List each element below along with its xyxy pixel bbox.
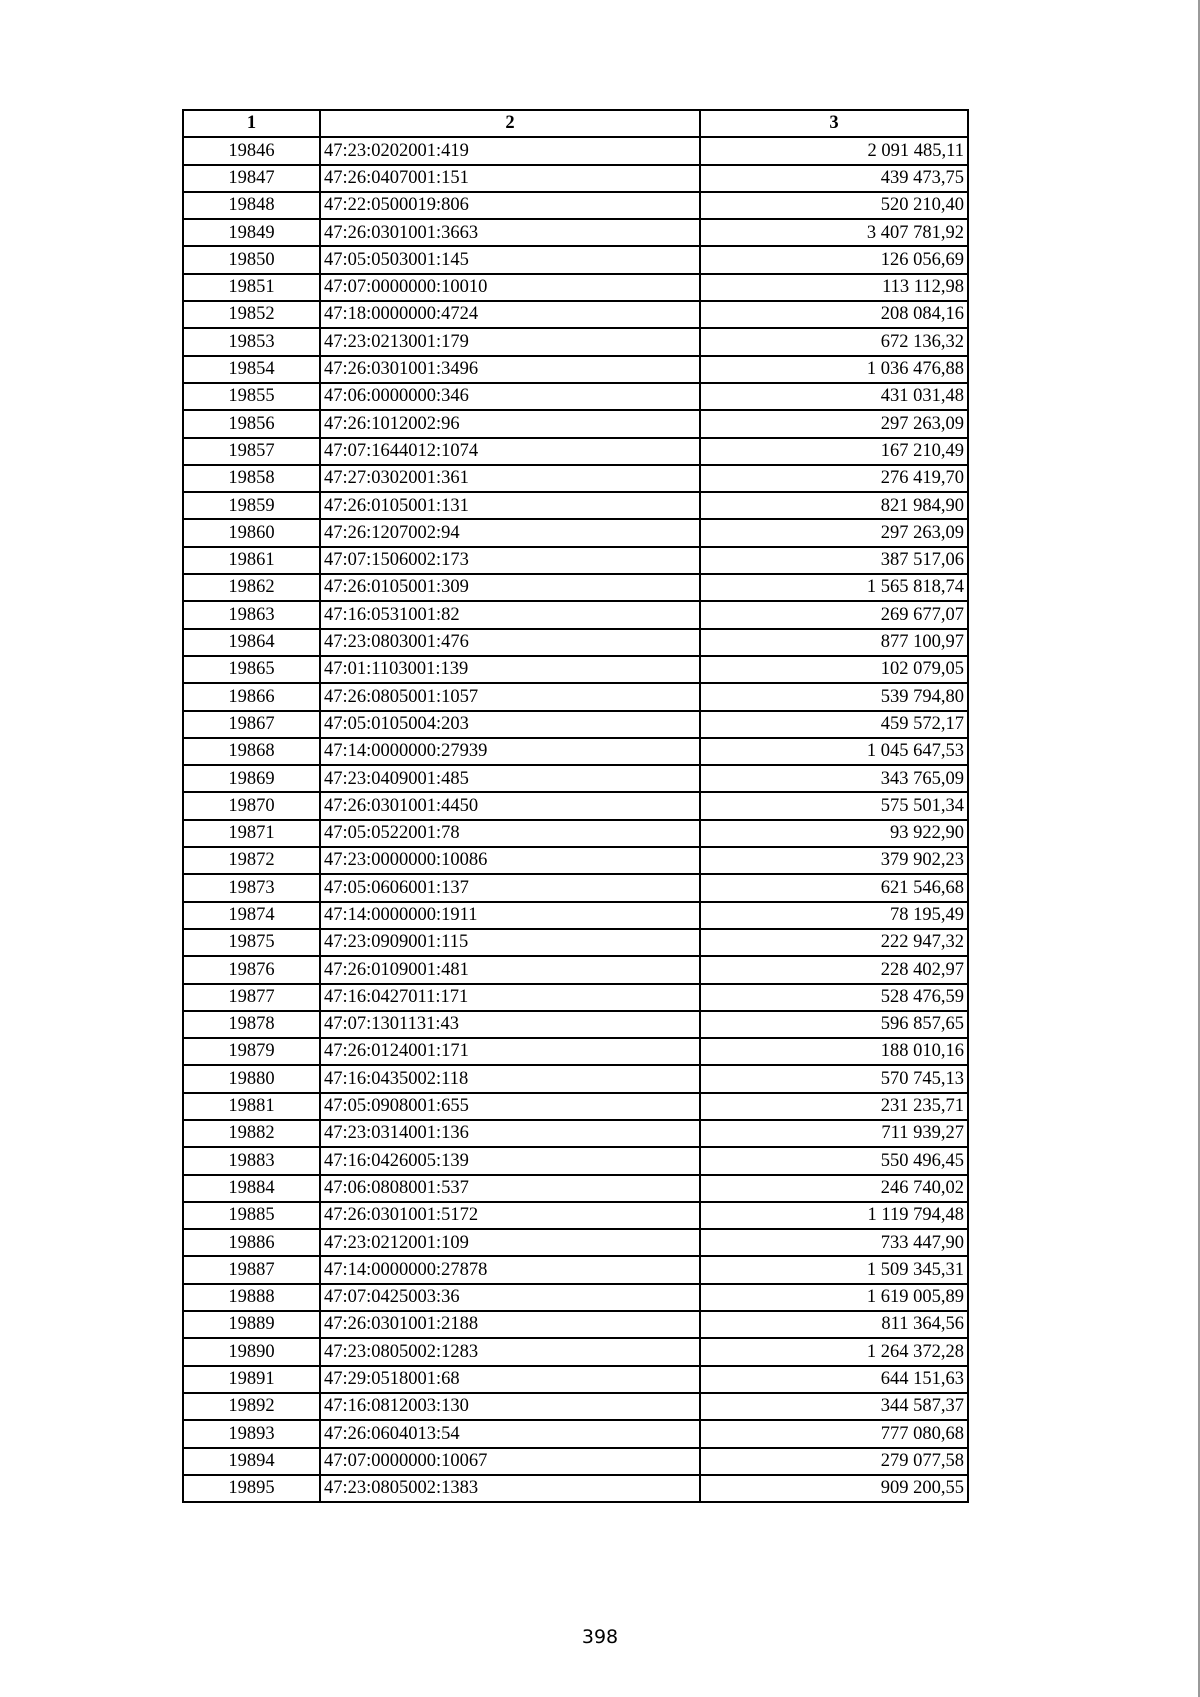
- cadastral-number-cell: 47:26:0805001:1057: [320, 683, 700, 710]
- value-cell: 575 501,34: [700, 792, 968, 819]
- cadastral-number-cell: 47:14:0000000:27878: [320, 1256, 700, 1283]
- table-row: [183, 1256, 968, 1283]
- row-number-cell: 19877: [183, 984, 320, 1011]
- cadastral-number-cell: 47:16:0435002:118: [320, 1065, 700, 1092]
- cadastral-number-cell: 47:23:0909001:115: [320, 929, 700, 956]
- row-number-cell: 19882: [183, 1120, 320, 1147]
- row-number-cell: 19888: [183, 1284, 320, 1311]
- row-number-cell: 19881: [183, 1093, 320, 1120]
- value-cell: 621 546,68: [700, 874, 968, 901]
- cadastral-number-cell: 47:26:0124001:171: [320, 1038, 700, 1065]
- cadastral-number-cell: 47:05:0503001:145: [320, 246, 700, 273]
- table-row: [183, 1011, 968, 1038]
- row-number-cell: 19889: [183, 1311, 320, 1338]
- value-cell: 222 947,32: [700, 929, 968, 956]
- cadastral-number-cell: 47:16:0531001:82: [320, 601, 700, 628]
- table-row: [183, 1284, 968, 1311]
- cadastral-number-cell: 47:05:0908001:655: [320, 1093, 700, 1120]
- table-row: [183, 1338, 968, 1365]
- table-header-row: [183, 110, 968, 137]
- cadastral-number-cell: 47:26:0301001:2188: [320, 1311, 700, 1338]
- row-number-cell: 19890: [183, 1338, 320, 1365]
- row-number-cell: 19872: [183, 847, 320, 874]
- cadastral-number-cell: 47:06:0000000:346: [320, 383, 700, 410]
- table-row: [183, 383, 968, 410]
- value-cell: 126 056,69: [700, 246, 968, 273]
- table-row: [183, 219, 968, 246]
- table-row: [183, 847, 968, 874]
- cadastral-number-cell: 47:07:1506002:173: [320, 547, 700, 574]
- table-row: [183, 984, 968, 1011]
- table-row: [183, 1393, 968, 1420]
- row-number-cell: 19886: [183, 1229, 320, 1256]
- table-row: [183, 929, 968, 956]
- cadastral-number-cell: 47:07:1644012:1074: [320, 438, 700, 465]
- cadastral-number-cell: 47:05:0522001:78: [320, 820, 700, 847]
- value-cell: 811 364,56: [700, 1311, 968, 1338]
- table-row: [183, 1229, 968, 1256]
- row-number-cell: 19866: [183, 683, 320, 710]
- value-cell: 279 077,58: [700, 1448, 968, 1475]
- cadastral-number-cell: 47:26:0301001:3496: [320, 356, 700, 383]
- value-cell: 644 151,63: [700, 1366, 968, 1393]
- row-number-cell: 19873: [183, 874, 320, 901]
- table-row: [183, 246, 968, 273]
- table-row: [183, 902, 968, 929]
- value-cell: 188 010,16: [700, 1038, 968, 1065]
- table-row: [183, 1093, 968, 1120]
- row-number-cell: 19850: [183, 246, 320, 273]
- table-row: [183, 274, 968, 301]
- table-row: [183, 1065, 968, 1092]
- table-row: [183, 1175, 968, 1202]
- value-cell: 246 740,02: [700, 1175, 968, 1202]
- cadastral-number-cell: 47:26:0105001:309: [320, 574, 700, 601]
- row-number-cell: 19851: [183, 274, 320, 301]
- page-number: 398: [581, 1626, 619, 1648]
- row-number-cell: 19867: [183, 711, 320, 738]
- value-cell: 276 419,70: [700, 465, 968, 492]
- table-row: [183, 547, 968, 574]
- value-cell: 1 565 818,74: [700, 574, 968, 601]
- row-number-cell: 19864: [183, 629, 320, 656]
- table-body: [183, 137, 968, 1502]
- value-cell: 672 136,32: [700, 328, 968, 355]
- value-cell: 3 407 781,92: [700, 219, 968, 246]
- value-cell: 167 210,49: [700, 438, 968, 465]
- value-cell: 102 079,05: [700, 656, 968, 683]
- table-row: [183, 683, 968, 710]
- table-row: [183, 328, 968, 355]
- cadastral-number-cell: 47:16:0427011:171: [320, 984, 700, 1011]
- table-row: [183, 711, 968, 738]
- value-cell: 1 119 794,48: [700, 1202, 968, 1229]
- cadastral-number-cell: 47:23:0212001:109: [320, 1229, 700, 1256]
- value-cell: 909 200,55: [700, 1475, 968, 1502]
- value-cell: 459 572,17: [700, 711, 968, 738]
- cadastral-number-cell: 47:26:1207002:94: [320, 519, 700, 546]
- value-cell: 877 100,97: [700, 629, 968, 656]
- value-cell: 228 402,97: [700, 956, 968, 983]
- cadastral-number-cell: 47:26:0109001:481: [320, 956, 700, 983]
- value-cell: 520 210,40: [700, 192, 968, 219]
- value-cell: 821 984,90: [700, 492, 968, 519]
- row-number-cell: 19859: [183, 492, 320, 519]
- cadastral-number-cell: 47:26:0301001:4450: [320, 792, 700, 819]
- table-row: [183, 165, 968, 192]
- value-cell: 570 745,13: [700, 1065, 968, 1092]
- row-number-cell: 19885: [183, 1202, 320, 1229]
- row-number-cell: 19878: [183, 1011, 320, 1038]
- cadastral-number-cell: 47:26:0407001:151: [320, 165, 700, 192]
- cadastral-number-cell: 47:26:0301001:3663: [320, 219, 700, 246]
- cadastral-number-cell: 47:26:1012002:96: [320, 410, 700, 437]
- cadastral-number-cell: 47:27:0302001:361: [320, 465, 700, 492]
- cadastral-number-cell: 47:05:0105004:203: [320, 711, 700, 738]
- cadastral-number-cell: 47:16:0812003:130: [320, 1393, 700, 1420]
- table-row: [183, 1038, 968, 1065]
- cadastral-number-cell: 47:22:0500019:806: [320, 192, 700, 219]
- table-row: [183, 1448, 968, 1475]
- cadastral-number-cell: 47:23:0000000:10086: [320, 847, 700, 874]
- table-row: [183, 574, 968, 601]
- cadastral-number-cell: 47:05:0606001:137: [320, 874, 700, 901]
- cadastral-number-cell: 47:23:0409001:485: [320, 765, 700, 792]
- value-cell: 208 084,16: [700, 301, 968, 328]
- cadastral-number-cell: 47:23:0803001:476: [320, 629, 700, 656]
- row-number-cell: 19869: [183, 765, 320, 792]
- value-cell: 387 517,06: [700, 547, 968, 574]
- row-number-cell: 19887: [183, 1256, 320, 1283]
- cadastral-number-cell: 47:07:1301131:43: [320, 1011, 700, 1038]
- row-number-cell: 19855: [183, 383, 320, 410]
- column-header-2: 2: [320, 110, 700, 137]
- cadastral-number-cell: 47:23:0202001:419: [320, 137, 700, 164]
- cadastral-number-cell: 47:06:0808001:537: [320, 1175, 700, 1202]
- row-number-cell: 19854: [183, 356, 320, 383]
- row-number-cell: 19874: [183, 902, 320, 929]
- table-row: [183, 1311, 968, 1338]
- table-row: [183, 492, 968, 519]
- value-cell: 1 619 005,89: [700, 1284, 968, 1311]
- row-number-cell: 19871: [183, 820, 320, 847]
- row-number-cell: 19853: [183, 328, 320, 355]
- cadastral-number-cell: 47:26:0105001:131: [320, 492, 700, 519]
- cadastral-number-cell: 47:18:0000000:4724: [320, 301, 700, 328]
- value-cell: 297 263,09: [700, 410, 968, 437]
- table-row: [183, 1202, 968, 1229]
- row-number-cell: 19892: [183, 1393, 320, 1420]
- row-number-cell: 19895: [183, 1475, 320, 1502]
- row-number-cell: 19856: [183, 410, 320, 437]
- row-number-cell: 19846: [183, 137, 320, 164]
- table-row: [183, 738, 968, 765]
- row-number-cell: 19857: [183, 438, 320, 465]
- table-row: [183, 1420, 968, 1447]
- row-number-cell: 19883: [183, 1147, 320, 1174]
- table-row: [183, 656, 968, 683]
- table-row: [183, 137, 968, 164]
- row-number-cell: 19849: [183, 219, 320, 246]
- column-header-3: 3: [700, 110, 968, 137]
- cadastral-number-cell: 47:07:0425003:36: [320, 1284, 700, 1311]
- table-row: [183, 820, 968, 847]
- cadastral-number-cell: 47:14:0000000:1911: [320, 902, 700, 929]
- value-cell: 439 473,75: [700, 165, 968, 192]
- cadastral-number-cell: 47:23:0213001:179: [320, 328, 700, 355]
- row-number-cell: 19863: [183, 601, 320, 628]
- value-cell: 711 939,27: [700, 1120, 968, 1147]
- cadastral-number-cell: 47:29:0518001:68: [320, 1366, 700, 1393]
- table-row: [183, 438, 968, 465]
- row-number-cell: 19847: [183, 165, 320, 192]
- table-row: [183, 519, 968, 546]
- value-cell: 379 902,23: [700, 847, 968, 874]
- row-number-cell: 19893: [183, 1420, 320, 1447]
- row-number-cell: 19884: [183, 1175, 320, 1202]
- table-row: [183, 874, 968, 901]
- value-cell: 231 235,71: [700, 1093, 968, 1120]
- table-row: [183, 301, 968, 328]
- table-row: [183, 765, 968, 792]
- cadastral-number-cell: 47:26:0301001:5172: [320, 1202, 700, 1229]
- table-row: [183, 410, 968, 437]
- table-row: [183, 1147, 968, 1174]
- cadastral-number-cell: 47:26:0604013:54: [320, 1420, 700, 1447]
- value-cell: 777 080,68: [700, 1420, 968, 1447]
- value-cell: 528 476,59: [700, 984, 968, 1011]
- value-cell: 596 857,65: [700, 1011, 968, 1038]
- value-cell: 539 794,80: [700, 683, 968, 710]
- value-cell: 431 031,48: [700, 383, 968, 410]
- value-cell: 733 447,90: [700, 1229, 968, 1256]
- row-number-cell: 19852: [183, 301, 320, 328]
- value-cell: 1 036 476,88: [700, 356, 968, 383]
- row-number-cell: 19862: [183, 574, 320, 601]
- value-cell: 1 264 372,28: [700, 1338, 968, 1365]
- row-number-cell: 19891: [183, 1366, 320, 1393]
- row-number-cell: 19876: [183, 956, 320, 983]
- cadastral-number-cell: 47:23:0805002:1283: [320, 1338, 700, 1365]
- row-number-cell: 19875: [183, 929, 320, 956]
- row-number-cell: 19879: [183, 1038, 320, 1065]
- value-cell: 1 509 345,31: [700, 1256, 968, 1283]
- row-number-cell: 19858: [183, 465, 320, 492]
- table-row: [183, 356, 968, 383]
- cadastral-number-cell: 47:23:0805002:1383: [320, 1475, 700, 1502]
- cadastral-number-cell: 47:07:0000000:10067: [320, 1448, 700, 1475]
- value-cell: 93 922,90: [700, 820, 968, 847]
- value-cell: 269 677,07: [700, 601, 968, 628]
- value-cell: 78 195,49: [700, 902, 968, 929]
- value-cell: 1 045 647,53: [700, 738, 968, 765]
- value-cell: 343 765,09: [700, 765, 968, 792]
- cadastral-number-cell: 47:14:0000000:27939: [320, 738, 700, 765]
- value-cell: 297 263,09: [700, 519, 968, 546]
- cadastral-value-table: [182, 109, 969, 1503]
- column-header-1: 1: [183, 110, 320, 137]
- value-cell: 344 587,37: [700, 1393, 968, 1420]
- row-number-cell: 19868: [183, 738, 320, 765]
- cadastral-number-cell: 47:16:0426005:139: [320, 1147, 700, 1174]
- cadastral-number-cell: 47:07:0000000:10010: [320, 274, 700, 301]
- row-number-cell: 19894: [183, 1448, 320, 1475]
- cadastral-number-cell: 47:23:0314001:136: [320, 1120, 700, 1147]
- row-number-cell: 19848: [183, 192, 320, 219]
- table-row: [183, 792, 968, 819]
- table-row: [183, 465, 968, 492]
- table-row: [183, 956, 968, 983]
- table-row: [183, 601, 968, 628]
- table-row: [183, 1366, 968, 1393]
- table-row: [183, 629, 968, 656]
- row-number-cell: 19861: [183, 547, 320, 574]
- cadastral-number-cell: 47:01:1103001:139: [320, 656, 700, 683]
- row-number-cell: 19860: [183, 519, 320, 546]
- row-number-cell: 19865: [183, 656, 320, 683]
- row-number-cell: 19870: [183, 792, 320, 819]
- value-cell: 550 496,45: [700, 1147, 968, 1174]
- row-number-cell: 19880: [183, 1065, 320, 1092]
- table-row: [183, 1475, 968, 1502]
- value-cell: 113 112,98: [700, 274, 968, 301]
- value-cell: 2 091 485,11: [700, 137, 968, 164]
- table-row: [183, 1120, 968, 1147]
- table-row: [183, 192, 968, 219]
